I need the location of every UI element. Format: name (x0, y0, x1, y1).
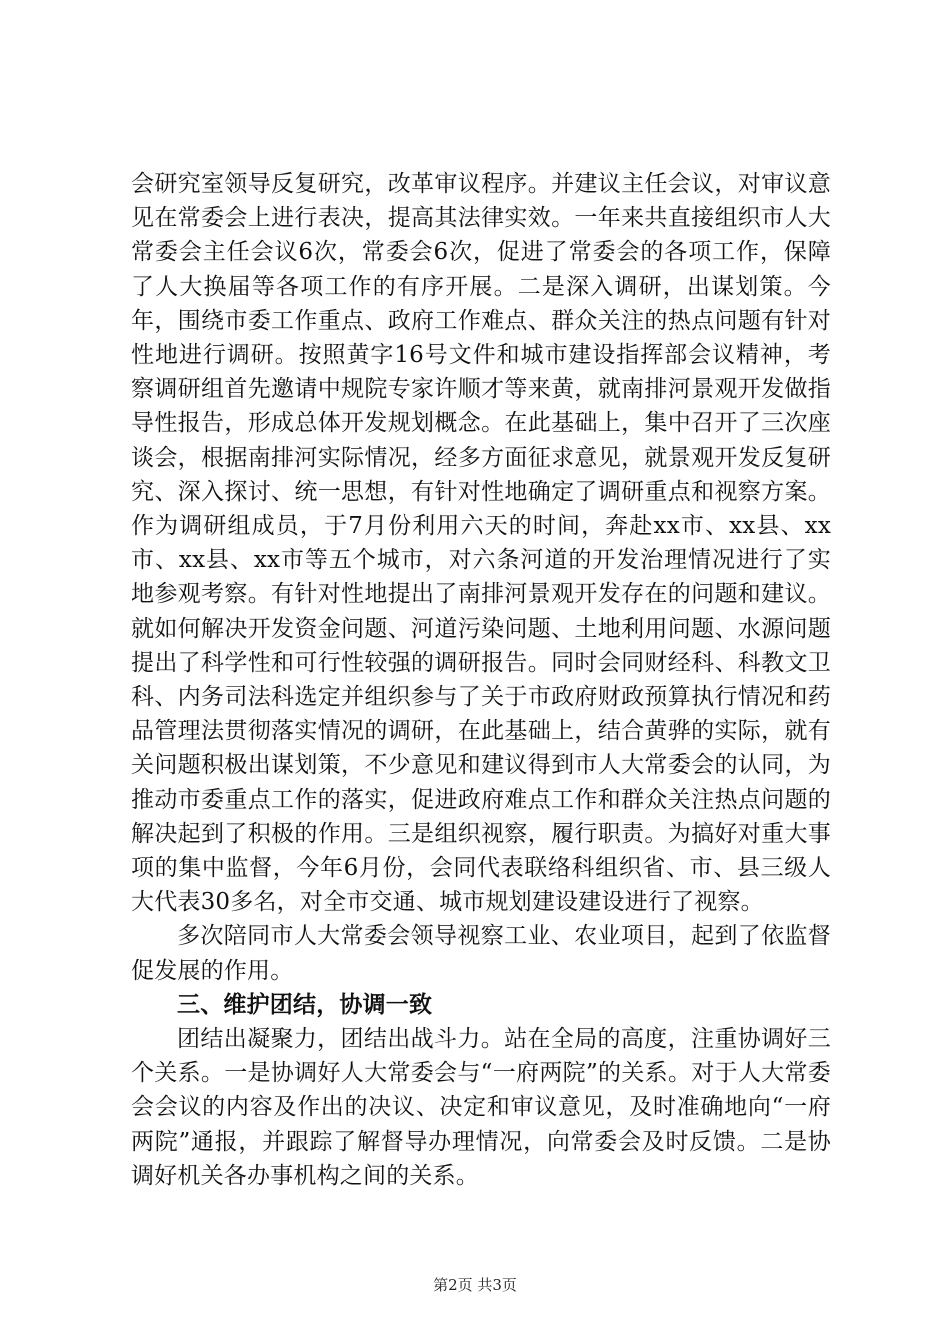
body-paragraph-2: 多次陪同市人大常委会领导视察工业、农业项目，起到了依监督促发展的作用。 (131, 923, 831, 984)
section-heading: 三、维护团结，协调一致 (177, 991, 433, 1018)
page-number-footer: 第2页 共3页 (433, 1276, 517, 1294)
document-body (131, 167, 831, 1193)
body-paragraph-1: 会研究室领导反复研究，改革审议程序。并建议主任会议，对审议意见在常委会上进行表决，提高其法律实效。一年来共直接组织市人大常委会主任会议6次，常委会6次，促进了常委会的各项工作，保障了人大换届等各项工作的有序开展。二是深入调研，出谋划策。今年，围绕市委工作重点、政府工作难点、群众关注的热点问题有针对性地进行调研。按照黄字16号文件和城市建设指挥部会议精神，考察调研组首先邀请中规院专家许顺才等来黄，就南排河景观开发做指导性报告，形成总体开发规划概念。在此基础上，集中召开了三次座谈会，根据南排河实际情况，经多方面征求意见，就景观开发反复研究、深入探讨、统一思想，有针对性地确定了调研重点和视察方案。作为调研组成员，于7月份利用六天的时间，奔赴xx市、xx县、xx市、xx县、xx市等五个城市，对六条河道的开发治理情况进行了实地参观考察。有针对性地提出了南排河景观开发存在的问题和建议。就如何解决开发资金问题、河道污染问题、土地利用问题、水源问题提出了科学性和可行性较强的调研报告。同时会同财经科、科教文卫科、内务司法科选定并组织参与了关于市政府财政预算执行情况和药品管理法贯彻落实情况的调研，在此基础上，结合黄骅的实际，就有关问题积极出谋划策，不少意见和建议得到市人大常委会的认同，为推动市委重点工作的落实，促进政府难点工作和群众关注热点问题的解决起到了积极的作用。三是组织视察，履行职责。为搞好对重大事项的集中监督，今年6月份，会同代表联络科组织省、市、县三级人大代表30多名，对全市交通、城市规划建设建设进行了视察。 (131, 171, 831, 916)
section-paragraph: 团结出凝聚力，团结出战斗力。站在全局的高度，注重协调好三个关系。一是协调好人大常委会与“一府两院”的关系。对于人大常委会会议的内容及作出的决议、决定和审议意见，及时准确地向“一府两院”通报，并跟踪了解督导办理情况，向常委会及时反馈。二是协调好机关各办事机构之间的关系。 (131, 1026, 831, 1189)
